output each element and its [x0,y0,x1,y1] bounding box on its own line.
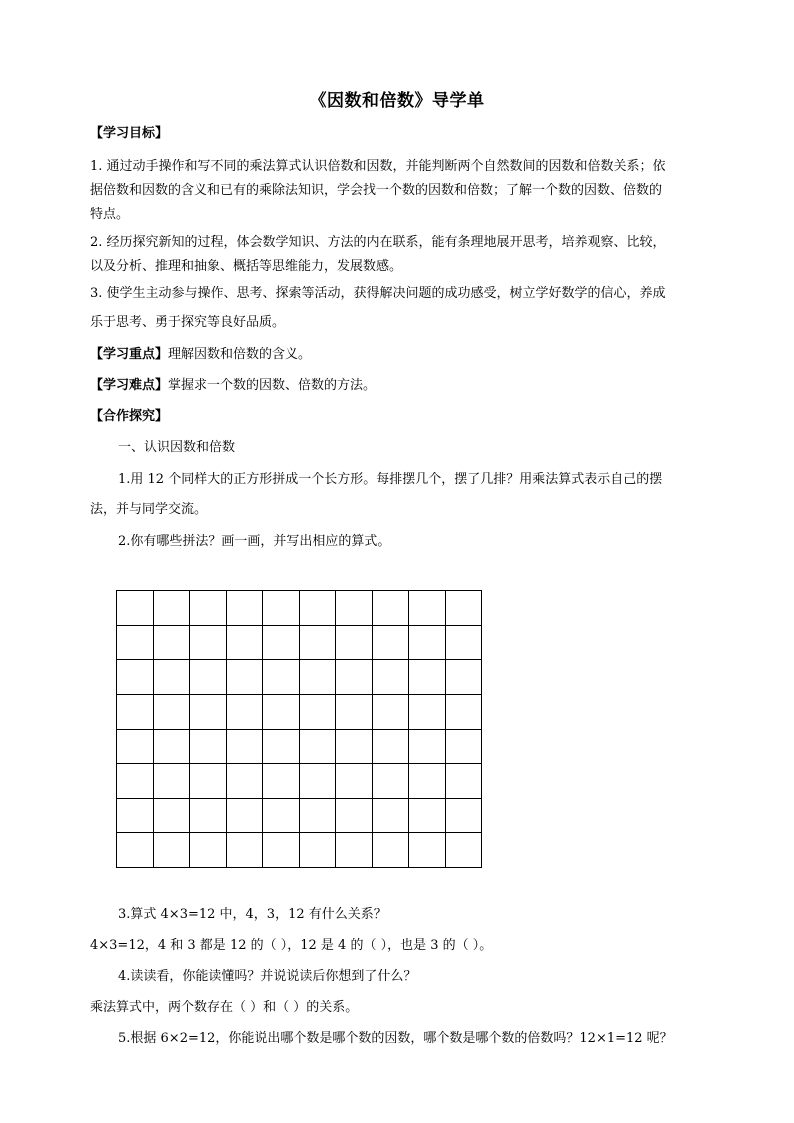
question-3: 3.算式 4×3=12 中，4，3，12 有什么关系？ [118,907,387,922]
grid-cell [117,591,154,626]
grid-cell [227,730,264,765]
question-2: 2.你有哪些拼法？画一画，并写出相应的算式。 [118,534,391,549]
explore-heading: 【合作探究】 [90,409,169,424]
grid-cell [300,660,337,695]
drawing-grid [116,590,482,868]
grid-cell [336,730,373,765]
grid-cell [446,591,483,626]
grid-cell [409,730,446,765]
page-title: 《因数和倍数》导学单 [309,91,485,111]
grid-cell [263,695,300,730]
grid-cell [336,695,373,730]
grid-cell [190,695,227,730]
grid-cell [117,626,154,661]
grid-cell [227,591,264,626]
grid-cell [154,833,191,868]
grid-cell [336,764,373,799]
grid-cell [263,626,300,661]
grid-cell [190,591,227,626]
difficulty-text: 掌握求一个数的因数、倍数的方法。 [168,378,377,393]
grid-cell [409,799,446,834]
grid-cell [409,764,446,799]
grid-cell [373,660,410,695]
grid-cell [190,799,227,834]
grid-cell [446,626,483,661]
grid-cell [336,626,373,661]
grid-cell [336,660,373,695]
grid-cell [300,591,337,626]
grid-cell [446,799,483,834]
grid-cell [373,591,410,626]
grid-cell [373,695,410,730]
key-point [90,347,311,363]
grid-cell [373,626,410,661]
grid-cell [117,660,154,695]
section-title: 一、认识因数和倍数 [118,440,236,455]
grid-cell [227,799,264,834]
grid-cell [263,730,300,765]
grid-cell [117,799,154,834]
grid-cell [409,626,446,661]
goal-line: 乐于思考、勇于探究等良好品质。 [90,315,286,330]
question-1: 1.用 12 个同样大的正方形拼成一个长方形。每排摆几个，摆了几排？用乘法算式表示自己的摆 [118,472,663,487]
goal-line: 据倍数和因数的含义和已有的乘除法知识，学会找一个数的因数和倍数；了解一个数的因数、倍数的 [90,183,663,198]
goals-heading: 【学习目标】 [90,126,169,141]
grid-cell [300,799,337,834]
grid-cell [154,730,191,765]
grid-cell [227,660,264,695]
grid-cell [446,730,483,765]
goal-line: 特点。 [90,207,130,222]
grid-cell [300,730,337,765]
grid-cell [154,764,191,799]
grid-cell [190,833,227,868]
grid-cell [117,764,154,799]
question-3-fill: 4×3=12，4 和 3 都是 12 的（ ），12 是 4 的（ ），也是 3 的（ ）。 [90,938,493,953]
grid-cell [409,833,446,868]
grid-cell [154,799,191,834]
grid-cell [373,764,410,799]
grid-cell [409,660,446,695]
grid-cell [263,764,300,799]
grid-cell [190,730,227,765]
grid-cell [117,833,154,868]
grid-cell [336,833,373,868]
goal-line: 3. 使学生主动参与操作、思考、探索等活动，获得解决问题的成功感受，树立学好数学的信心，养成 [90,286,666,301]
key-point-heading: 【学习重点】 [90,347,169,362]
goal-line: 2. 经历探究新知的过程，体会数学知识、方法的内在联系，能有条理地展开思考，培养观察、比较， [90,235,666,250]
grid-cell [263,660,300,695]
grid-cell [446,695,483,730]
grid-cell [263,799,300,834]
goal-line: 1. 通过动手操作和写不同的乘法算式认识倍数和因数，并能判断两个自然数间的因数和倍数关系；依 [90,159,666,174]
grid-cell [446,833,483,868]
grid-cell [373,833,410,868]
grid-cell [300,833,337,868]
grid-cell [190,660,227,695]
grid-cell [409,695,446,730]
grid-cell [117,730,154,765]
grid-cell [227,764,264,799]
grid-cell [373,799,410,834]
grid-cell [263,833,300,868]
grid-cell [409,591,446,626]
key-point-text: 理解因数和倍数的含义。 [168,347,312,362]
grid-cell [190,764,227,799]
grid-cell [227,833,264,868]
grid-cell [336,799,373,834]
grid-cell [227,695,264,730]
question-4-fill: 乘法算式中，两个数存在（ ）和（ ）的关系。 [90,1000,359,1015]
difficulty-heading: 【学习难点】 [90,378,169,393]
grid-cell [154,591,191,626]
difficulty [90,378,376,394]
question-5: 5.根据 6×2=12，你能说出哪个数是哪个数的因数，哪个数是哪个数的倍数吗？12×1=12 呢？ [118,1031,673,1046]
grid-cell [446,764,483,799]
grid-cell [117,695,154,730]
question-4: 4.读读看，你能读懂吗？并说说读后你想到了什么？ [118,969,417,984]
question-1-cont: 法，并与同学交流。 [90,502,208,517]
grid-cell [336,591,373,626]
grid-cell [263,591,300,626]
grid-cell [300,626,337,661]
grid-cell [227,626,264,661]
goal-line: 以及分析、推理和抽象、概括等思维能力，发展数感。 [90,259,403,274]
grid-cell [154,695,191,730]
grid-cell [300,764,337,799]
grid-cell [300,695,337,730]
grid-cell [373,730,410,765]
grid-cell [190,626,227,661]
grid-cell [446,660,483,695]
grid-cell [154,626,191,661]
grid-cell [154,660,191,695]
